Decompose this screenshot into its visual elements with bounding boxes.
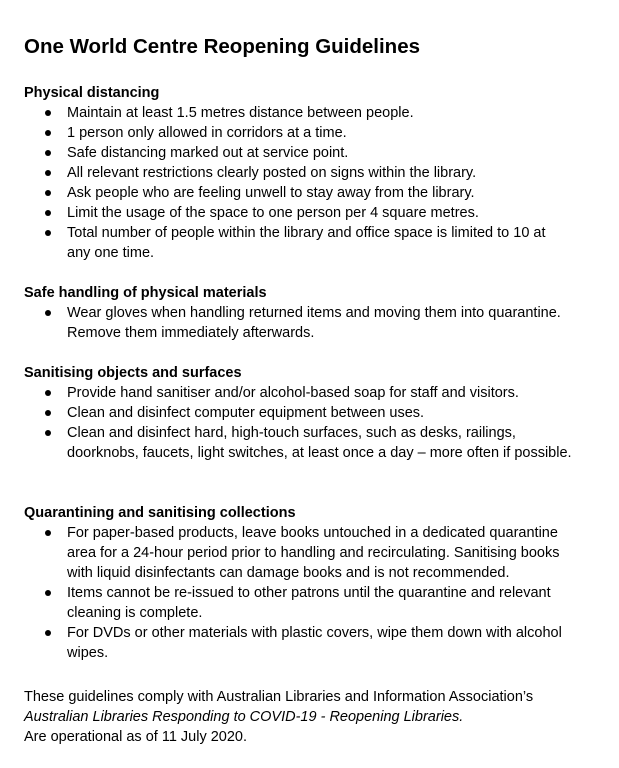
list-item-text: Limit the usage of the space to one person per 4 square metres. — [67, 205, 479, 221]
bullet-list — [24, 303, 604, 343]
list-item — [24, 163, 572, 183]
list-item-text: All relevant restrictions clearly posted on signs within the library. — [67, 165, 477, 181]
list-item — [24, 403, 572, 423]
list-item — [24, 523, 572, 583]
section-sanitising-surfaces — [24, 363, 604, 463]
list-item-text: Clean and disinfect hard, high-touch surfaces, such as desks, railings, doorknobs, faucets, light switches, at least once a day – more often if possible. — [67, 425, 572, 461]
list-item — [24, 303, 572, 343]
bullet-icon — [45, 530, 51, 536]
list-item — [24, 383, 572, 403]
list-item — [24, 423, 572, 463]
bullet-icon — [45, 110, 51, 116]
bullet-icon — [45, 390, 51, 396]
list-item-text: Wear gloves when handling returned items and moving them into quarantine. Remove them immediately afterwards. — [67, 305, 561, 341]
bullet-icon — [45, 170, 51, 176]
section-safe-handling — [24, 283, 604, 343]
compliance-line-2-citation: Australian Libraries Responding to COVID-19 - Reopening Libraries. — [24, 709, 464, 725]
list-item — [24, 623, 572, 663]
list-item — [24, 183, 572, 203]
list-item-text: Maintain at least 1.5 metres distance between people. — [67, 105, 414, 121]
section-heading: Safe handling of physical materials — [24, 285, 267, 301]
list-item — [24, 223, 572, 263]
bullet-list — [24, 523, 604, 663]
bullet-icon — [45, 590, 51, 596]
bullet-list — [24, 383, 604, 463]
bullet-icon — [45, 210, 51, 216]
list-item-text: For DVDs or other materials with plastic covers, wipe them down with alcohol wipes. — [67, 625, 562, 661]
bullet-icon — [45, 130, 51, 136]
list-item — [24, 583, 572, 623]
list-item-text: Total number of people within the library and office space is limited to 10 at any one time. — [67, 225, 546, 261]
compliance-note — [24, 687, 604, 747]
list-item-text: Items cannot be re-issued to other patrons until the quarantine and relevant cleaning is complete. — [67, 585, 551, 621]
bullet-icon — [45, 230, 51, 236]
page-title: One World Centre Reopening Guidelines — [24, 35, 420, 58]
list-item-text: Provide hand sanitiser and/or alcohol-based soap for staff and visitors. — [67, 385, 519, 401]
bullet-icon — [45, 630, 51, 636]
section-heading: Physical distancing — [24, 85, 160, 101]
list-item — [24, 123, 572, 143]
bullet-icon — [45, 430, 51, 436]
compliance-line-3-operational-date: Are operational as of 11 July 2020. — [24, 729, 248, 745]
list-item-text: Safe distancing marked out at service point. — [67, 145, 349, 161]
list-item — [24, 103, 572, 123]
bullet-list — [24, 103, 604, 263]
list-item-text: For paper-based products, leave books untouched in a dedicated quarantine area for a 24-hour period prior to handling and recirculating. Sanitising books with liquid disinfectants can damage books and is not recommended. — [67, 525, 560, 581]
bullet-icon — [45, 310, 51, 316]
list-item-text: 1 person only allowed in corridors at a time. — [67, 125, 347, 141]
list-item — [24, 203, 572, 223]
section-physical-distancing — [24, 83, 604, 263]
bullet-icon — [45, 190, 51, 196]
compliance-line-1: These guidelines comply with Australian Libraries and Information Association’s — [24, 689, 534, 705]
bullet-icon — [45, 410, 51, 416]
list-item — [24, 143, 572, 163]
section-heading: Sanitising objects and surfaces — [24, 365, 242, 381]
list-item-text: Clean and disinfect computer equipment between uses. — [67, 405, 425, 421]
bullet-icon — [45, 150, 51, 156]
list-item-text: Ask people who are feeling unwell to stay away from the library. — [67, 185, 475, 201]
section-quarantining-collections — [24, 503, 604, 663]
section-heading: Quarantining and sanitising collections — [24, 505, 296, 521]
